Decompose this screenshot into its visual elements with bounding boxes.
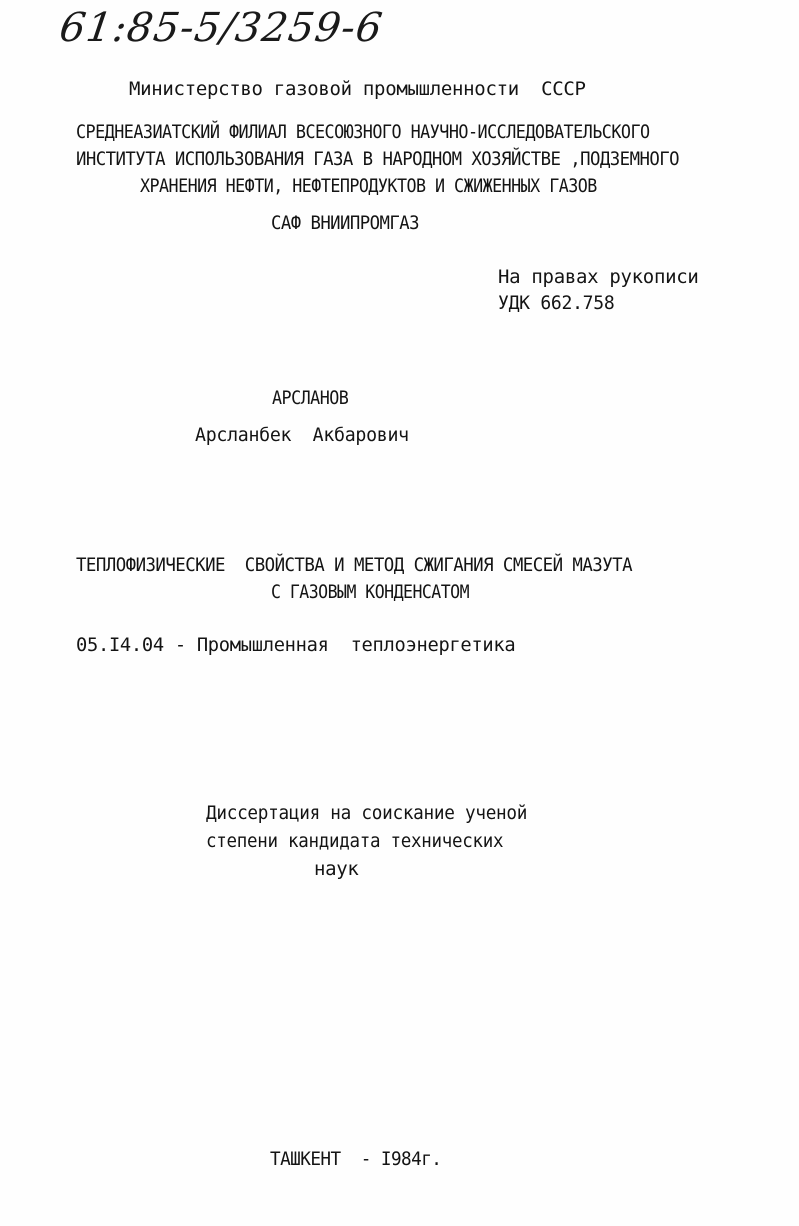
author-full-name: Арсланбек Акбарович	[195, 424, 409, 446]
institute-line-2: ИНСТИТУТА ИСПОЛЬЗОВАНИЯ ГАЗА В НАРОДНОМ ХОЗЯЙСТВЕ ,ПОДЗЕМНОГО	[76, 148, 680, 170]
dissertation-line-3: наук	[314, 858, 359, 880]
institute-line-1: СРЕДНЕАЗИАТСКИЙ ФИЛИАЛ ВСЕСОЮЗНОГО НАУЧНО-ИССЛЕДОВАТЕЛЬСКОГО	[76, 121, 650, 143]
institute-line-3: ХРАНЕНИЯ НЕФТИ, НЕФТЕПРОДУКТОВ И СЖИЖЕННЫХ ГАЗОВ	[140, 175, 597, 197]
specialty-code: 05.I4.04 - Промышленная теплоэнергетика	[76, 634, 516, 656]
author-surname: АРСЛАНОВ	[272, 387, 349, 409]
place-and-year: ТАШКЕНТ - I984г.	[270, 1148, 442, 1170]
thesis-title-line-2: С ГАЗОВЫМ КОНДЕНСАТОМ	[271, 581, 470, 603]
manuscript-rights: На правах рукописи	[498, 266, 699, 288]
ministry-name: Министерство газовой промышленности СССР	[129, 78, 586, 100]
archive-number-handwritten: 61:85-5/3259-6	[56, 5, 386, 51]
dissertation-line-1: Диссертация на соискание ученой	[206, 802, 528, 824]
udc-code: УДК 662.758	[498, 292, 615, 314]
thesis-title-line-1: ТЕПЛОФИЗИЧЕСКИЕ СВОЙСТВА И МЕТОД СЖИГАНИЯ СМЕСЕЙ МАЗУТА	[76, 554, 632, 576]
institute-abbreviation: САФ ВНИИПРОМГАЗ	[271, 212, 419, 234]
dissertation-line-2: степени кандидата технических	[206, 830, 504, 852]
